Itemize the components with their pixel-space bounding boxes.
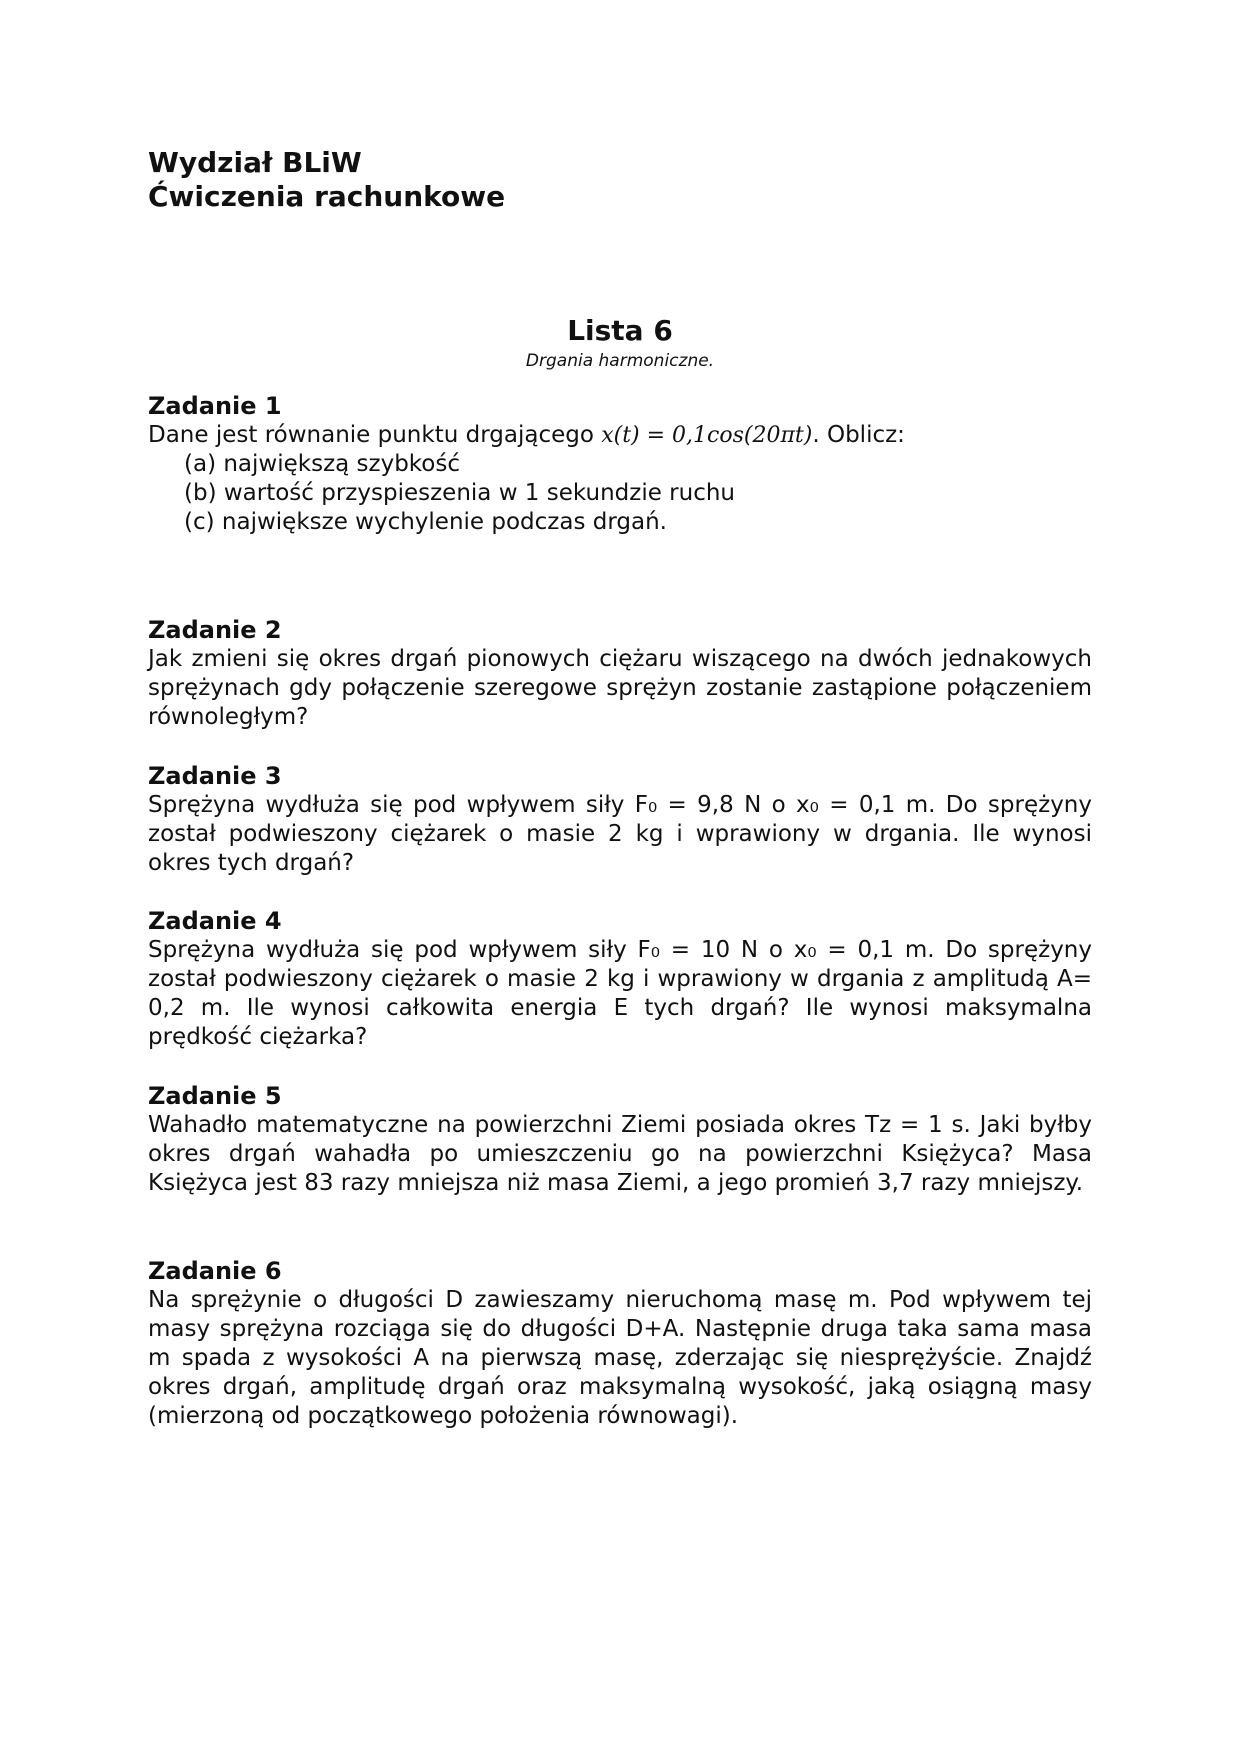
task-2 — [148, 615, 1092, 732]
task-heading: Zadanie 2 — [148, 616, 282, 644]
subquestion-a: (a) największą szybkość — [184, 451, 461, 477]
task-text: Jak zmieni się okres drgań pionowych ciężaru wiszącego na dwóch jednakowych sprężynach gdy połączenie szeregowe sprężyn zostanie zastąpione połączeniem równoległym? — [148, 646, 1092, 730]
task-1 — [148, 391, 1092, 537]
task-3 — [148, 761, 1092, 878]
task-6 — [148, 1256, 1092, 1431]
task-text: Sprężyna wydłuża się pod wpływem siły F₀ = 10 N o x₀ = 0,1 m. Do sprężyny został podwieszony ciężarek o masie 2 kg i wprawiony w drgania z amplitudą A= 0,2 m. Ile wynosi całkowita energia E tych drgań? Ile wynosi maksymalna prędkość ciężarka? — [148, 937, 1092, 1050]
page-title: Lista 6 — [567, 314, 673, 347]
task-text: Sprężyna wydłuża się pod wpływem siły F₀ = 9,8 N o x₀ = 0,1 m. Do sprężyny został podwieszony ciężarek o masie 2 kg i wprawiony w drgania. Ile wynosi okres tych drgań? — [148, 792, 1092, 876]
task-subquestions — [148, 450, 1092, 537]
task-heading: Zadanie 3 — [148, 762, 282, 790]
task-heading: Zadanie 4 — [148, 907, 282, 935]
faculty-name: Wydział BLiW — [148, 146, 362, 179]
subquestion-c: (c) największe wychylenie podczas drgań. — [184, 509, 667, 535]
task-heading: Zadanie 5 — [148, 1082, 282, 1110]
course-type: Ćwiczenia rachunkowe — [148, 180, 506, 213]
task-5 — [148, 1081, 1092, 1198]
task-text: Na sprężynie o długości D zawieszamy nieruchomą masę m. Pod wpływem tej masy sprężyna rozciąga się do długości D+A. Następnie druga taka sama masa m spada z wysokości A na pierwszą masę, zderzając się niesprężyście. Znajdź okres drgań, amplitudę drgań oraz maksymalną wysokość, jaką osiągną masy (mierzoną od początkowego położenia równowagi). — [148, 1287, 1092, 1429]
document-header — [148, 146, 505, 214]
task-heading: Zadanie 1 — [148, 392, 282, 420]
motion-equation: x(t) = 0,1cos(20πt) — [601, 423, 813, 448]
subquestion-b: (b) wartość przyspieszenia w 1 sekundzie ruchu — [184, 480, 736, 506]
task-heading: Zadanie 6 — [148, 1257, 282, 1285]
task-4 — [148, 906, 1092, 1052]
task-intro: Dane jest równanie punktu drgającego x(t) = 0,1cos(20πt). Oblicz: — [148, 422, 905, 448]
page-subtitle: Drgania harmoniczne. — [525, 351, 715, 371]
task-text: Wahadło matematyczne na powierzchni Ziemi posiada okres Tz = 1 s. Jaki byłby okres drgań wahadła po umieszczeniu go na powierzchni Księżyca? Masa Księżyca jest 83 razy mniejsza niż masa Ziemi, a jego promień 3,7 razy mniejszy. — [148, 1112, 1092, 1196]
